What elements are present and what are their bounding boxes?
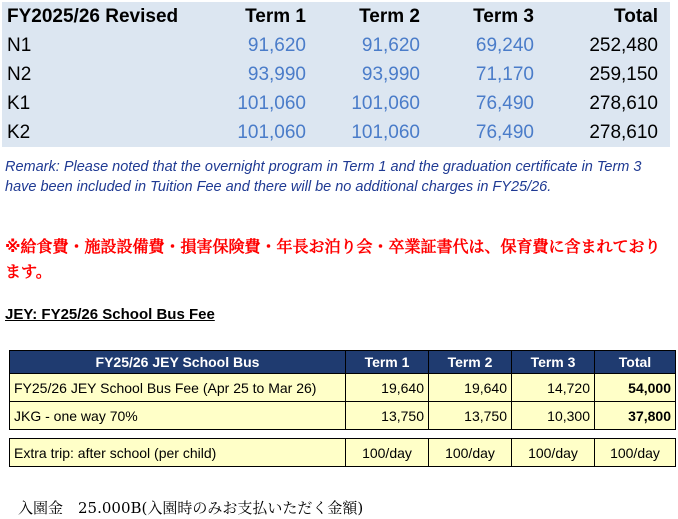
fee-cell: 100/day (512, 439, 595, 467)
bus-table-header: Term 2 (429, 351, 512, 374)
fee-cell: 93,990 (247, 63, 306, 85)
fee-cell: 101,060 (351, 92, 420, 114)
fee-cell: 14,720 (512, 374, 595, 402)
fee-cell: 19,640 (429, 374, 512, 402)
fee-cell: 76,490 (475, 121, 534, 143)
japanese-note: ※給食費・施設設備費・損害保険費・年長お泊り会・卒業証書代は、保育費に含まれております。 (5, 237, 661, 281)
bus-fee-label: FY25/26 JEY School Bus Fee (Apr 25 to Mar 26) (10, 374, 346, 402)
grade-label: K2 (7, 121, 31, 143)
fee-cell: 71,170 (475, 63, 534, 85)
fee-cell: 101,060 (237, 121, 306, 143)
entry-fee-text: 入園金 25.000B(入園時のみお支払いただく金額) (18, 499, 364, 517)
fee-cell: 93,990 (361, 63, 420, 85)
bus-table-header-row (10, 351, 676, 374)
fee-cell: 19,640 (346, 374, 429, 402)
fee-cell: 91,620 (247, 34, 306, 56)
bus-table-header: Term 3 (512, 351, 595, 374)
total-cell: 100/day (595, 439, 676, 467)
fee-table (2, 2, 670, 147)
remark-text: Remark: Please noted that the overnight program in Term 1 and the graduation certificate in Term 3 have been included in Tuition Fee and there will be no additional charges in FY25/26. (5, 159, 642, 195)
bus-fee-table (9, 350, 676, 467)
fee-cell: 101,060 (237, 92, 306, 114)
fee-cell: 69,240 (475, 34, 534, 56)
grade-label: N1 (7, 34, 32, 56)
total-cell: 259,150 (589, 63, 658, 85)
fee-table-header: FY2025/26 Revised (7, 5, 179, 27)
fee-table-header: Term 3 (473, 5, 534, 27)
total-cell: 54,000 (595, 374, 676, 402)
total-cell: 252,480 (589, 34, 658, 56)
fee-cell: 100/day (346, 439, 429, 467)
fee-cell: 91,620 (361, 34, 420, 56)
fee-table-header: Term 2 (359, 5, 420, 27)
table-row (10, 374, 676, 402)
grade-label: K1 (7, 92, 31, 114)
total-cell: 278,610 (589, 92, 658, 114)
table-row (2, 89, 670, 118)
bus-fee-label: JKG - one way 70% (10, 402, 346, 430)
table-row (10, 402, 676, 430)
fee-cell: 13,750 (346, 402, 429, 430)
total-cell: 278,610 (589, 121, 658, 143)
fee-table-header: Total (614, 5, 658, 27)
table-row (2, 31, 670, 60)
fee-cell: 101,060 (351, 121, 420, 143)
fee-cell: 10,300 (512, 402, 595, 430)
fee-cell: 100/day (429, 439, 512, 467)
bus-table-header: Term 1 (346, 351, 429, 374)
table-spacer (10, 430, 676, 439)
bus-table-header: Total (595, 351, 676, 374)
total-cell: 37,800 (595, 402, 676, 430)
bus-fee-heading: JEY: FY25/26 School Bus Fee (5, 306, 215, 323)
fee-table-header: Term 1 (245, 5, 306, 27)
extra-trip-label: Extra trip: after school (per child) (10, 439, 346, 467)
table-row (2, 60, 670, 89)
table-row (2, 118, 670, 147)
fee-table-header-row (2, 2, 670, 31)
fee-cell: 76,490 (475, 92, 534, 114)
spacer-cell (10, 430, 676, 439)
fee-cell: 13,750 (429, 402, 512, 430)
grade-label: N2 (7, 63, 32, 85)
bus-table-header: FY25/26 JEY School Bus (10, 351, 346, 374)
table-row (10, 439, 676, 467)
